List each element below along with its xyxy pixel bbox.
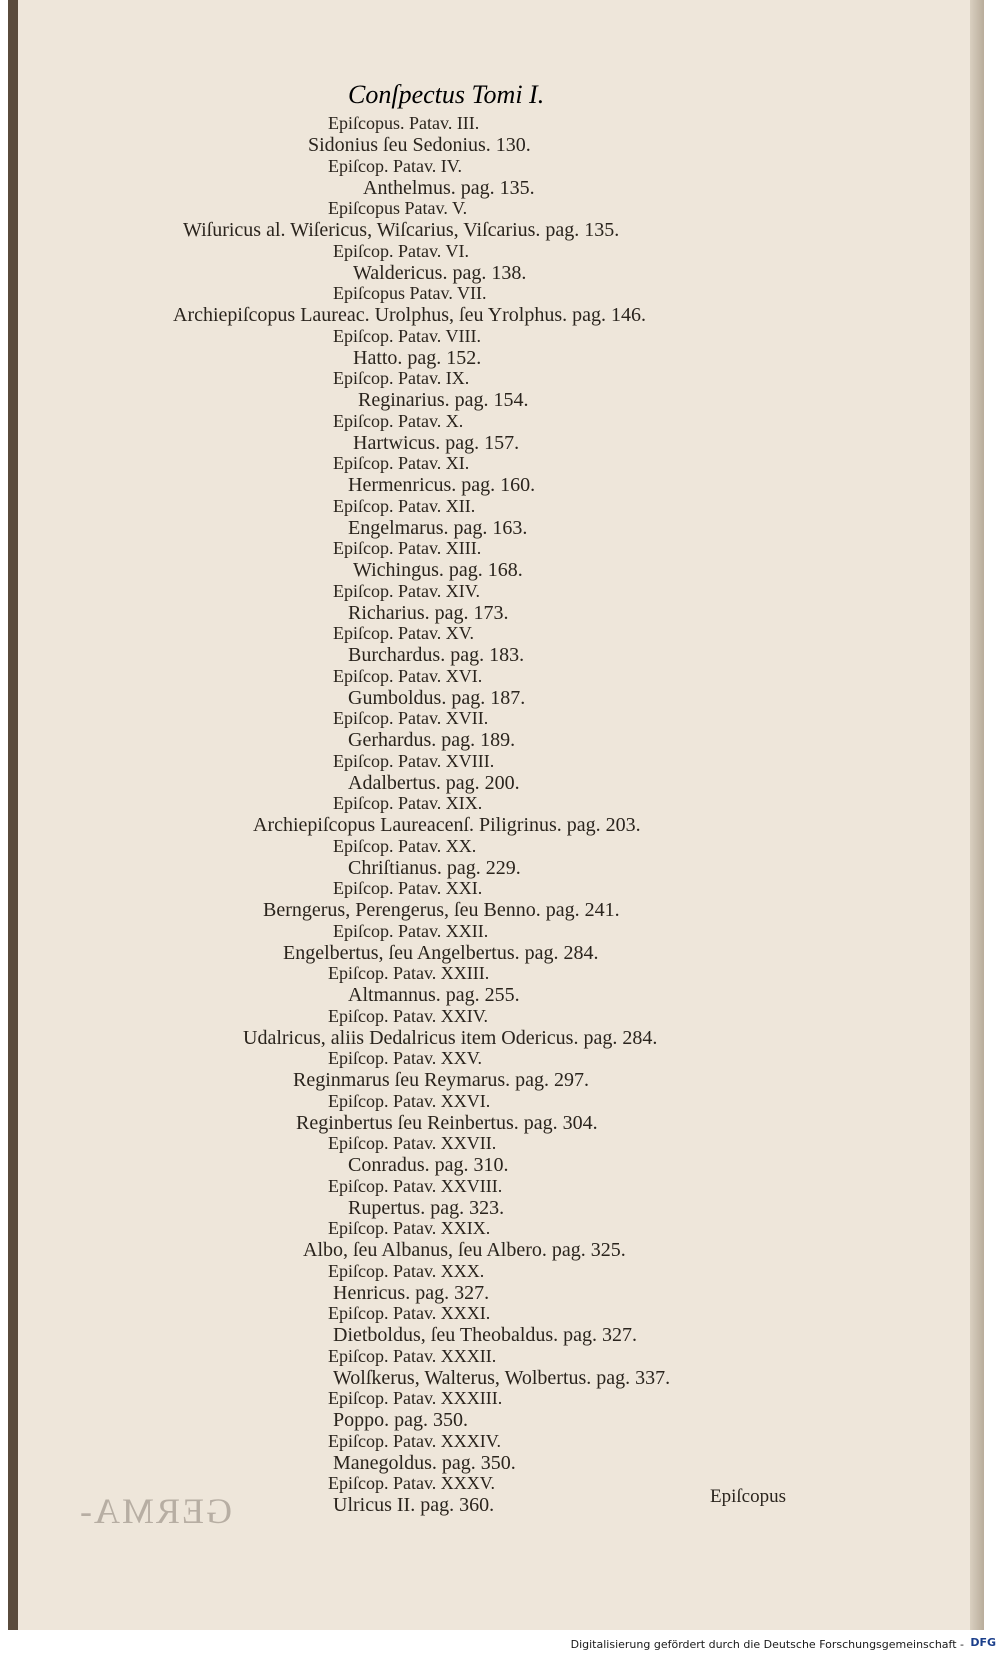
bishop-entry: Engelbertus, ſeu Angelbertus. pag. 284. [283, 941, 599, 964]
bishop-entry: Reginbertus ſeu Reinbertus. pag. 304. [296, 1111, 598, 1134]
bishop-entry: Manegoldus. pag. 350. [333, 1451, 516, 1474]
bishop-entry: Hatto. pag. 152. [353, 346, 482, 369]
bishop-entry: Rupertus. pag. 323. [348, 1196, 505, 1219]
bishop-entry: Poppo. pag. 350. [333, 1409, 468, 1431]
bishop-number: Epiſcop. Patav. XIII. [333, 538, 482, 558]
bishop-number: Epiſcop. Patav. XXIII. [328, 963, 490, 983]
bishop-number: Epiſcop. Patav. XII. [333, 495, 476, 516]
bishop-number: Epiſcop. Patav. IX. [333, 368, 470, 388]
book-page [8, 0, 984, 1630]
bishop-entry: Berngerus, Perengerus, ſeu Benno. pag. 241. [263, 899, 620, 921]
bishop-entry: Gerhardus. pag. 189. [348, 729, 516, 751]
bishop-entry: Richarius. pag. 173. [348, 601, 509, 624]
bishop-number: Epiſcop. Patav. XXXI. [328, 1303, 491, 1323]
bishop-entry: Henricus. pag. 327. [333, 1281, 490, 1304]
catchword: Epiſcopus [710, 1486, 786, 1507]
bishop-entry: Reginmarus ſeu Reymarus. pag. 297. [293, 1069, 590, 1091]
bishop-entry: Hartwicus. pag. 157. [353, 431, 520, 454]
footer-bar [0, 1630, 1000, 1657]
bishop-number: Epiſcop. Patav. XI. [333, 453, 470, 473]
bishop-entry: Anthelmus. pag. 135. [363, 176, 535, 199]
bishop-number: Epiſcop. Patav. XXVI. [328, 1090, 491, 1111]
bishop-entry: Wiſuricus al. Wiſericus, Wiſcarius, Viſcarius. pag. 135. [183, 219, 620, 241]
bishop-entry: Sidonius ſeu Sedonius. 130. [308, 134, 531, 156]
bishop-entry: Hermenricus. pag. 160. [348, 474, 536, 496]
bishop-entry: Burchardus. pag. 183. [348, 644, 525, 666]
bishop-number: Epiſcop. Patav. XIX. [333, 793, 483, 813]
bishop-entry: Udalricus, aliis Dedalricus item Odericus. pag. 284. [243, 1026, 658, 1049]
bishop-number: Epiſcop. Patav. XXX. [328, 1260, 485, 1281]
bishop-entry: Conradus. pag. 310. [348, 1154, 509, 1176]
bishop-number: Epiſcop. Patav. XV. [333, 623, 474, 643]
bishop-number: Epiſcopus Patav. VII. [333, 283, 487, 303]
footer-credit: Digitalisierung gefördert durch die Deutsche Forschungsgemeinschaft - [570, 1638, 964, 1651]
bishop-number: Epiſcop. Patav. IV. [328, 155, 462, 176]
bishop-number: Epiſcopus. Patav. III. [328, 113, 480, 133]
bishop-entry: Albo, ſeu Albanus, ſeu Albero. pag. 325. [303, 1239, 626, 1261]
bishop-entry: Wichingus. pag. 168. [353, 559, 523, 581]
dfg-logo: DFG [970, 1636, 996, 1649]
bishop-number: Epiſcop. Patav. XXIV. [328, 1005, 488, 1026]
bishop-entry: Altmannus. pag. 255. [348, 984, 520, 1006]
page-edge [970, 0, 984, 1630]
bishop-entry: Engelmarus. pag. 163. [348, 516, 528, 539]
bishop-number: Epiſcop. Patav. XXXIV. [328, 1430, 501, 1451]
bishop-entry: Wolſkerus, Walterus, Wolbertus. pag. 337. [333, 1366, 671, 1389]
bishop-number: Epiſcop. Patav. XVII. [333, 708, 489, 728]
bishop-number: Epiſcop. Patav. X. [333, 410, 464, 431]
bishop-entry: Reginarius. pag. 154. [358, 389, 529, 411]
page-header: Conſpectus Tomi I. [348, 80, 545, 109]
bishop-number: Epiſcop. Patav. XXV. [328, 1048, 482, 1068]
bishop-number: Epiſcop. Patav. VI. [333, 240, 469, 261]
bishop-number: Epiſcop. Patav. XXXII. [328, 1345, 497, 1366]
bishop-number: Epiſcop. Patav. XXVII. [328, 1133, 497, 1153]
bishop-number: Epiſcop. Patav. XXVIII. [328, 1175, 503, 1196]
bishop-entry: Adalbertus. pag. 200. [348, 771, 520, 794]
bishop-number: Epiſcop. Patav. XXXV. [328, 1473, 495, 1493]
bishop-entry: Waldericus. pag. 138. [353, 261, 527, 284]
bishop-number: Epiſcop. Patav. VIII. [333, 325, 481, 346]
bishop-number: Epiſcop. Patav. XIV. [333, 580, 480, 601]
bishop-number: Epiſcop. Patav. XXXIII. [328, 1388, 503, 1408]
show-through-text: GERMA- [78, 1491, 232, 1531]
bishop-number: Epiſcop. Patav. XXII. [333, 920, 489, 941]
bishop-number: Epiſcop. Patav. XXI. [333, 878, 483, 898]
bishop-entry: Archiepiſcopus Laureac. Urolphus, ſeu Yrolphus. pag. 146. [173, 304, 647, 326]
bishop-number: Epiſcop. Patav. XVI. [333, 665, 483, 686]
bishop-number: Epiſcop. Patav. XXIX. [328, 1218, 491, 1238]
bishop-number: Epiſcop. Patav. XX. [333, 835, 477, 856]
bishop-entry: Dietboldus, ſeu Theobaldus. pag. 327. [333, 1324, 638, 1346]
bishop-entry: Gumboldus. pag. 187. [348, 686, 526, 709]
bishop-number: Epiſcop. Patav. XVIII. [333, 750, 495, 771]
bishop-entry: Ulricus II. pag. 360. [333, 1494, 495, 1516]
bishop-entry: Chriſtianus. pag. 229. [348, 856, 521, 879]
bishop-number: Epiſcopus Patav. V. [328, 198, 468, 218]
bishop-entry: Archiepiſcopus Laureacenſ. Piligrinus. pag. 203. [253, 814, 641, 836]
